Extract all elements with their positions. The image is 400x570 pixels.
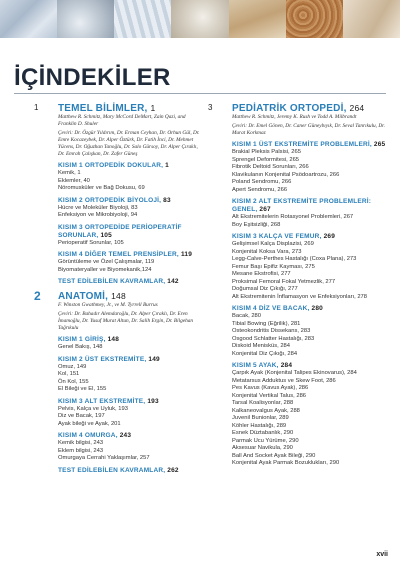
section-title[interactable]: TEST EDİLEBİLEN KAVRAMLAR, 142 <box>58 278 179 285</box>
section-page: 243 <box>119 432 132 439</box>
toc-section <box>232 233 394 301</box>
toc-item[interactable]: Parmak Ucu Yürüme, 290 <box>232 437 299 444</box>
toc-item[interactable]: Alt Ekstremitenin İnflamasyon ve Enfeksiyonları, 278 <box>232 293 368 300</box>
section-page: 142 <box>167 278 179 285</box>
part-page: 1 <box>150 103 156 113</box>
toc-item[interactable]: Osgood Schlatter Hastalığı, 283 <box>232 335 315 342</box>
toc-part <box>34 103 202 286</box>
toc-item[interactable]: Tarsal Koalisyonlar, 288 <box>232 400 294 406</box>
toc-item[interactable]: Proksimal Femoral Fokal Yetmezlik, 277 <box>232 278 336 285</box>
section-page: 265 <box>373 141 386 148</box>
part-translators: Çeviri: Dr. Emel Gönen, Dr. Caner Güneybıyık, Dr. Seval Tanrıkulu, Dr. Murat Korkmaz <box>232 123 385 136</box>
toc-item[interactable]: Doğumsal Diz Çıkığı, 277 <box>232 286 298 292</box>
banner-image-tile <box>57 0 114 38</box>
toc-item[interactable]: Genel Bakış, 148 <box>58 344 103 350</box>
toc-section <box>58 432 202 463</box>
section-page: 284 <box>280 362 293 369</box>
banner-image-tile <box>286 0 343 38</box>
toc-item[interactable]: Ayak bileği ve Ayak, 201 <box>58 420 121 427</box>
toc-item[interactable]: Poland Sendromu, 266 <box>232 179 292 185</box>
section-title[interactable]: KISIM 3 ALT EKSTREMİTE, 193 <box>58 397 159 405</box>
toc-item[interactable]: Biyomateryaller ve Biyomekanik,124 <box>58 266 152 273</box>
toc-item[interactable]: Fibrotik Deltoid Sorunları, 266 <box>232 164 309 170</box>
toc-item[interactable]: Kalkaneovalgus Ayak, 288 <box>232 407 300 414</box>
section-title[interactable]: KISIM 5 AYAK, 284 <box>232 362 293 369</box>
toc-section <box>58 356 202 394</box>
toc-item[interactable]: El Bileği ve El, 155 <box>58 386 107 392</box>
section-title[interactable]: KISIM 1 ORTOPEDİK DOKULAR, 1 <box>58 162 169 169</box>
section-title[interactable]: KISIM 4 DİĞER TEMEL PRENSİPLER, 119 <box>58 251 193 258</box>
page-number: xvii <box>376 551 388 558</box>
section-title[interactable]: KISIM 1 ÜST EKSTREMİTE PROBLEMLERİ, 265 <box>232 141 386 148</box>
toc-item[interactable]: Ball And Socket Ayak Bileği, 290 <box>232 452 316 459</box>
banner-image-tile <box>114 0 171 38</box>
section-title[interactable]: TEST EDİLEBİLEN KAVRAMLAR, 262 <box>58 466 179 474</box>
toc-item[interactable]: Çarpık Ayak (Konjenital Talipes Ekinovarus), 284 <box>232 370 357 376</box>
toc-item[interactable]: Omurgaya Cerrahi Yaklaşımlar, 257 <box>58 455 150 461</box>
toc-left-column <box>34 103 202 480</box>
section-page: 149 <box>148 355 160 363</box>
page-title: İÇİNDEKİLER <box>14 64 171 91</box>
section-page: 83 <box>163 196 171 204</box>
toc-item[interactable]: Enfeksiyon ve Mikrobiyoloji, 94 <box>58 212 138 218</box>
toc-item[interactable]: Klavikulanın Konjenital Psödoartrozu, 266 <box>232 171 340 178</box>
toc-section <box>232 362 394 468</box>
part-number: 2 <box>34 289 41 303</box>
toc-item[interactable]: Pelvis, Kalça ve Uyluk, 193 <box>58 405 128 412</box>
title-divider <box>14 93 386 94</box>
toc-item[interactable]: Ön Kol, 155 <box>58 378 89 385</box>
toc-item[interactable]: Konjenital Ayak Parmak Bozuklukları, 290 <box>232 460 340 466</box>
toc-item[interactable]: Brakial Pleksis Palsisi, 265 <box>232 149 301 155</box>
part-number: 3 <box>208 103 213 112</box>
toc-item[interactable]: Femur Başı Epifiz Kayması, 275 <box>232 263 315 270</box>
section-page: 148 <box>107 336 120 343</box>
toc-item[interactable]: Apert Sendromu, 266 <box>232 186 288 193</box>
toc-item[interactable]: Gelişimsel Kalça Displazisi, 269 <box>232 241 314 247</box>
toc-item[interactable]: Omuz, 149 <box>58 363 87 370</box>
toc-section <box>58 197 202 220</box>
toc-section <box>232 141 394 194</box>
toc-item[interactable]: Konjenital Diz Çıkığı, 284 <box>232 350 298 357</box>
toc-part <box>208 103 394 468</box>
section-title[interactable]: KISIM 2 ALT EKSTREMİTE PROBLEMLERİ: GENEL, 267 <box>232 198 372 213</box>
banner-image-tile <box>0 0 57 38</box>
toc-item[interactable]: Eklem bilgisi, 243 <box>58 447 104 454</box>
toc-section <box>58 398 202 429</box>
toc-item[interactable]: Alt Ekstremitelerin Rotasyonel Problemleri, 267 <box>232 214 354 220</box>
section-title[interactable]: KISIM 4 OMURGA, 243 <box>58 432 132 439</box>
toc-item[interactable]: Konjenital Koksa Vara, 273 <box>232 248 302 255</box>
toc-item[interactable]: Eklemler, 40 <box>58 177 90 184</box>
toc-right-column <box>208 103 394 473</box>
toc-section <box>58 278 202 286</box>
part-page: 148 <box>111 291 126 301</box>
toc-item[interactable]: Esnek Düztabanlık, 290 <box>232 430 294 436</box>
section-title[interactable]: KISIM 2 ÜST EKSTREMİTE, 149 <box>58 355 160 363</box>
section-page: 280 <box>311 305 323 312</box>
toc-item[interactable]: Bacak, 280 <box>232 313 262 319</box>
toc-section <box>58 336 202 352</box>
section-page: 193 <box>147 397 159 405</box>
toc-item[interactable]: Sprengel Deformitesi, 265 <box>232 156 300 163</box>
section-page: 262 <box>167 466 179 474</box>
section-title[interactable]: KISIM 4 DİZ VE BACAK, 280 <box>232 305 323 312</box>
toc-item[interactable]: Hücre ve Moleküler Biyoloji, 83 <box>58 204 138 211</box>
toc-item[interactable]: Diskoid Menisküs, 284 <box>232 343 290 349</box>
part-authors: Matthew R. Schmitz, Mary McCord DeMart, Zain Qazi, and Franklin D. Shuler <box>58 114 186 127</box>
section-page: 269 <box>323 233 336 240</box>
banner-image-tile <box>343 0 400 38</box>
toc-section <box>58 162 202 193</box>
part-authors: F. Winston Gwathmey, Jr., ve M. Tyrrell Burrus <box>58 302 158 308</box>
part-title[interactable]: ANATOMİ, 148 <box>58 291 126 302</box>
toc-section <box>58 467 202 475</box>
toc-item[interactable]: Nöromusküler ve Bağ Dokusu, 69 <box>58 185 145 191</box>
part-authors: Matthew R. Schmitz, Jeremy K. Rush ve Todd A. Milbrandt <box>232 114 357 120</box>
toc-item[interactable]: Diz ve Bacak, 197 <box>58 413 105 419</box>
toc-item[interactable]: Mesane Ekstrofisi, 277 <box>232 271 291 277</box>
part-translators: Çeviri: Dr. Özgür Yıldırım, Dr. Erman Ceyhan, Dr. Orhun Gül, Dr. Emre Kocazeybek, Dr. Alper Öztürk, Dr. Fatih İnci, Dr. Mehmet Yücens, Dr. Oğuzhan Tanoğlu, Dr. Salo Gürsoy, Dr. Alper Çıraklı, Dr. Emrah Çalışkan, Dr. Zafer Güneş <box>58 130 200 157</box>
toc-item[interactable]: Perioperatif Sorunlar, 105 <box>58 239 124 246</box>
section-title[interactable]: KISIM 2 ORTOPEDİK BİYOLOJİ, 83 <box>58 196 171 204</box>
banner-image-tile <box>171 0 228 38</box>
section-page: 1 <box>165 162 169 169</box>
toc-item[interactable]: Tibial Bowing (Eğrilik), 281 <box>232 320 301 327</box>
toc-item[interactable]: Kemik bilgisi, 243 <box>58 440 104 446</box>
toc-section <box>58 251 202 274</box>
toc-item[interactable]: Köhler Hastalığı, 289 <box>232 422 287 429</box>
toc-item[interactable]: Aksesuar Navikula, 290 <box>232 445 293 451</box>
toc-item[interactable]: Konjenital Vertikal Talus, 286 <box>232 392 307 399</box>
banner-image-tile <box>229 0 286 38</box>
header-banner <box>0 0 400 38</box>
toc-item[interactable]: Görüntüleme ve Özel Çalışmalar, 119 <box>58 259 155 265</box>
section-title[interactable]: KISIM 3 KALÇA VE FEMUR, 269 <box>232 233 336 240</box>
toc-section <box>58 224 202 248</box>
toc-item[interactable]: Metatarsus Adduktus ve Skew Foot, 286 <box>232 377 336 384</box>
toc-section <box>232 198 394 229</box>
toc-item[interactable]: Boy Eşitsizliği, 268 <box>232 221 281 228</box>
part-title[interactable]: TEMEL BİLİMLER, 1 <box>58 103 156 114</box>
toc-item[interactable]: Legg-Calve-Perthes Hastalığı (Coxa Plana), 273 <box>232 256 357 262</box>
section-title[interactable]: KISIM 3 ORTOPEDİDE PERİOPERATİF SORUNLAR, 105 <box>58 223 182 239</box>
section-title[interactable]: KISIM 1 GİRİŞ, 148 <box>58 336 120 343</box>
section-page: 105 <box>100 231 112 239</box>
toc-item[interactable]: Pes Kavus (Kavus Ayak), 286 <box>232 385 309 391</box>
part-number: 1 <box>34 103 39 112</box>
toc-item[interactable]: Juvenil Bunionlar, 289 <box>232 415 289 421</box>
toc-item[interactable]: Osteokondritis Dissekans, 283 <box>232 328 311 334</box>
toc-item[interactable]: Kol, 151 <box>58 371 80 377</box>
toc-section <box>232 305 394 358</box>
section-page: 267 <box>259 206 271 213</box>
part-translators: Çeviri: Dr. Bahadır Alemdaroğlu, Dr. Alper Çıraklı, Dr. Eren İmamoğlu, Dr. Yusuf Murat Altun, Dr. Salih Ergin, Dr. Bilgehan Tağrıkulu <box>58 311 194 331</box>
part-page: 264 <box>349 103 365 113</box>
part-title[interactable]: PEDİATRİK ORTOPEDİ, 264 <box>232 103 365 114</box>
section-page: 119 <box>180 251 193 258</box>
toc-item[interactable]: Kemik, 1 <box>58 170 81 176</box>
toc-part <box>34 291 202 475</box>
